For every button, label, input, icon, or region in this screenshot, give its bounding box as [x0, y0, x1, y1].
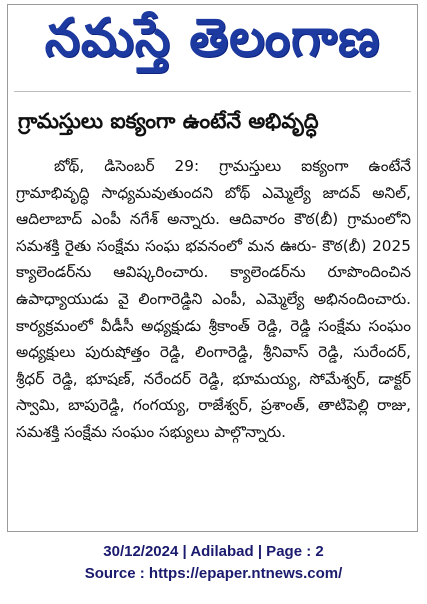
newspaper-masthead	[8, 5, 417, 83]
article-headline: గ్రామస్తులు ఐక్యంగా ఉంటేనే అభివృద్ధి	[18, 109, 319, 133]
article-body: బోథ్, డిసెంబర్ 29: గ్రామస్తులు ఐక్యంగా ఉంటేనే గ్రామాభివృద్ధి సాధ్యమవుతుందని బోథ్ ఎమ్మెల్యే జాదవ్ అనిల్, ఆదిలాబాద్ ఎంపీ నగేశ్ అన్నారు. ఆదివారం కౌఠ(బీ) గ్రామంలోని సమశక్తి రైతు సంక్షేమ సంఘ భవనంలో మన ఊరు- కౌఠ(బీ) 2025 క్యాలెండర్‌ను ఆవిష్కరించారు. క్యాలెండర్‌ను రూపొందించిన ఉపాధ్యాయుడు వై లింగారెడ్డిని ఎంపీ, ఎమ్మెల్యే అభినందించారు. కార్యక్రమంలో వీడీసీ అధ్యక్షుడు శ్రీకాంత్ రెడ్డి, రెడ్డి సంక్షేమ సంఘం అధ్యక్షులు పురుషోత్తం రెడ్డి, లింగారెడ్డి, శ్రీనివాస్ రెడ్డి, సురేందర్, శ్రీధర్ రెడ్డి, భూషణ్, నరేందర్ రెడ్డి, భూమయ్య, సోమేశ్వర్, డాక్టర్ స్వామి, బాపురెడ్డి, గంగయ్య, రాజేశ్వర్, ప్రశాంత్, తాటిపెల్లి రాజు, సమశక్తి సంక్షేమ సంఘం సభ్యులు పాల్గొన్నారు.	[16, 157, 411, 441]
masthead-title: నమస్తే తెలంగాణ	[44, 6, 381, 68]
source-link[interactable]: Source : https://epaper.ntnews.com/	[84, 565, 343, 582]
masthead-divider	[14, 91, 411, 92]
news-clipping	[7, 4, 418, 532]
edition-info: 30/12/2024 | Adilabad | Page : 2	[103, 543, 324, 560]
